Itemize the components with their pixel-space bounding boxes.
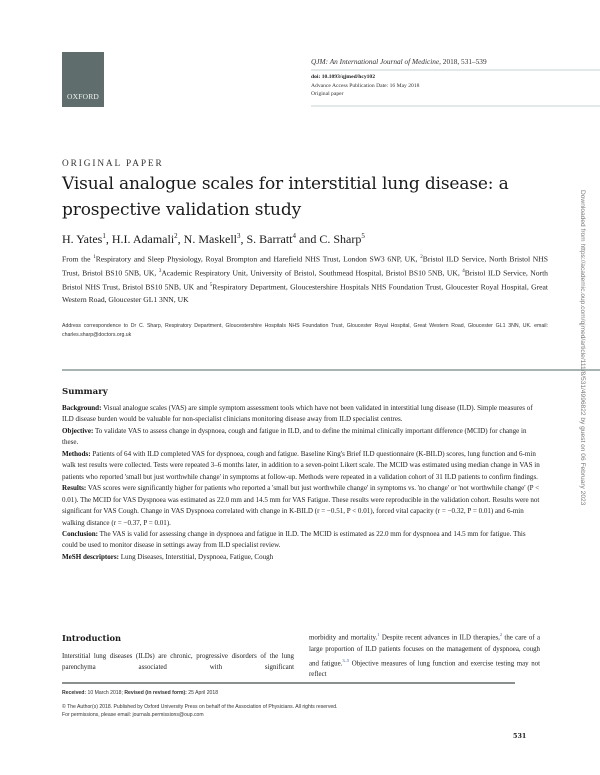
oxford-logo	[62, 52, 104, 107]
received-dates: Received: 10 March 2018; Revised (in revised form): 25 April 2018	[62, 690, 219, 696]
page-number: 531	[513, 732, 527, 740]
author-list: H. Yates$^1$, H.I. Adamali$^2$, N. Maskell$^3$, S. Barratt$^4$ and C. Sharp$^5$	[62, 232, 365, 246]
article-type: Original paper	[311, 91, 344, 98]
abstract-conclusion: Conclusion: The VAS is valid for assessing change in dyspnoea and fatigue in ILD. The MCID is estimated as 22.0 mm for dyspnoea and 14.5 mm for fatigue. This could be used to monitor disease in settings away from ILD specialist review.	[62, 529, 526, 550]
author: H. Yates	[62, 232, 103, 246]
reference-link[interactable]: 1	[377, 632, 380, 637]
affiliations: From the $^1$Respiratory and Sleep Physiology, Royal Brompton and Harefield NHS Trust, London SW3 6NP, UK, $^2$Bristol ILD Service, North Bristol NHS Trust, Bristol BS10 5NB, UK, $^3$Academic Respiratory Unit, University of Bristol, Southmead Hospital, Bristol BS10 5NB, UK, $^4$Bristol ILD Service, North Bristol NHS Trust, Bristol BS10 5NB, UK and $^5$Respiratory Department, Gloucestershire Hospitals NHS Foundation Trust, Gloucester Royal Hospital, Great Western Road, Gloucester GL1 3NN, UK	[62, 254, 549, 304]
summary-divider	[62, 369, 600, 371]
abstract-methods: Methods: Patients of 64 with ILD completed VAS for dyspnoea, cough and fatigue. Baseline King's Brief ILD questionnaire (K-BILD) scores, lung function and 6-min walk test results were collected. Tests were repeated 3–6 months later, in addition to a seven-point Likert scale. The MCID was estimated using median change in VAS in patients who reported 'small but just worthwhile change' in symptoms at follow-up. Methods were repeated in a validation cohort of 31 ILD patients to confirm findings.	[62, 449, 540, 481]
author: S. Barratt	[246, 232, 293, 246]
journal-details: , 2018, 531–539	[439, 57, 487, 66]
journal-name: QJM: An International Journal of Medicine	[311, 57, 440, 66]
article-title: Visual analogue scales for interstitial lung disease: a prospective validation study	[62, 174, 509, 220]
header-divider-bottom	[311, 105, 600, 107]
correspondence-address: Address correspondence to Dr C. Sharp, Respiratory Department, Gloucestershire Hospitals NHS Foundation Trust, Gloucester Royal Hospital, Great Western Road, Gloucester GL1 3NN, UK. email: charles.sharp@doctors.org.uk	[62, 323, 548, 338]
abstract-mesh: MeSH descriptors: Lung Diseases, Interstitial, Dyspnoea, Fatigue, Cough	[62, 552, 274, 561]
article-kicker: ORIGINAL PAPER	[62, 159, 164, 169]
abstract-objective: Objective: To validate VAS to assess change in dyspnoea, cough and fatigue in ILD, and to define the minimal clinically important difference (MCID) for change in these.	[62, 426, 527, 447]
logo-text: OXFORD	[66, 92, 100, 101]
introduction-right-column: morbidity and mortality.$^1$ Despite recent advances in ILD therapies,$^2$ the care of a large proportion of ILD patients focuses on the management of dyspnoea, cough and fatigue.$^{3-5}$ Objective measures of lung function and exercise testing may not reflect	[309, 632, 541, 679]
footer-divider	[62, 682, 515, 684]
introduction-heading: Introduction	[62, 633, 122, 643]
doi-link[interactable]: doi: 10.1093/qjmed/hcy102	[311, 74, 376, 80]
summary-abstract	[62, 403, 540, 563]
abstract-background: Background: Visual analogue scales (VAS) are simple symptom assessment tools which have not been validated in interstitial lung disease (ILD). Simple measures of ILD disease burden would be valuable for non-specialist clinicians monitoring disease away from ILD specialist centres.	[62, 404, 533, 424]
header-divider-top	[311, 69, 600, 71]
article-meta	[311, 73, 419, 99]
advance-access-date: Advance Access Publication Date: 16 May 2018	[311, 82, 420, 89]
download-watermark: Downloaded from https://academic.oup.com/qjmed/article/111/8/531/4996822 by guest on 06 February 2023	[579, 190, 586, 506]
author: H.I. Adamali	[111, 232, 175, 246]
reference-link[interactable]: 3–5	[342, 657, 350, 663]
reference-link[interactable]: 2	[499, 632, 503, 637]
journal-citation	[311, 57, 487, 66]
author: C. Sharp	[319, 232, 362, 246]
summary-heading: Summary	[62, 387, 108, 397]
abstract-results: Results: VAS scores were significantly higher for patients who reported a 'small but just worthwhile change' in symptoms vs. 'no change' or 'not worthwhile change' (P < 0.01). The MCID for VAS Dyspnoea was estimated as 22.0 mm and 14.5 mm for VAS Fatigue. These results were reproducible in the validation cohort. Results were not significant for VAS Cough. Change in VAS Dyspnoea correlated with change in K-BILD (r = −0.51, P < 0.01), forced vital capacity (r = −0.32, P = 0.01) and 6-min walking distance (r = −0.37, P = 0.01).	[62, 484, 540, 527]
permissions-email[interactable]: For permissions, please email: journals.permissions@oup.com	[62, 712, 204, 719]
author: N. Maskell	[183, 232, 237, 246]
copyright-notice: © The Author(s) 2018. Published by Oxford University Press on behalf of the Association of Physicians. All rights reserved. For permissions, please email: journals.permissions@oup.com	[62, 704, 338, 719]
introduction-left-column: Interstitial lung diseases (ILDs) are chronic, progressive disorders of the lung parenchyma associated with significant	[62, 653, 294, 672]
